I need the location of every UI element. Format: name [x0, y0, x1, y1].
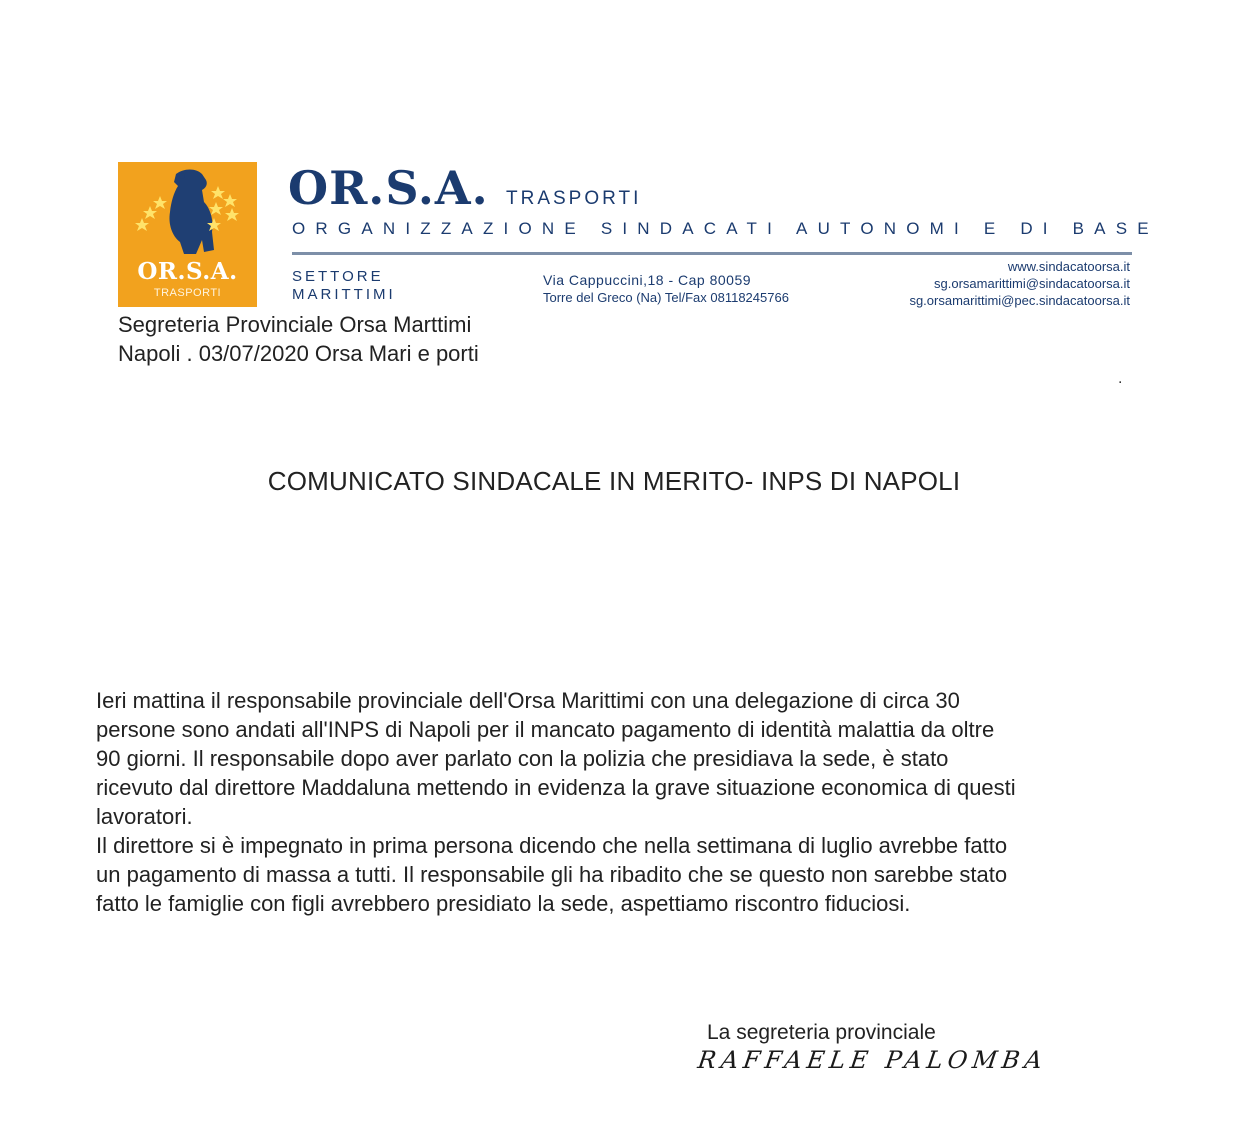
body-line: lavoratori.	[96, 804, 193, 829]
sector-line-2: MARITTIMI	[292, 286, 396, 303]
email-link[interactable]: sg.orsamarittimi@sindacatoorsa.it	[934, 276, 1130, 291]
logo-subtitle: TRASPORTI	[153, 287, 222, 299]
sender-line-2: Napoli . 03/07/2020 Orsa Mari e porti	[118, 341, 479, 366]
sender-line-1: Segreteria Provinciale Orsa Marttimi	[118, 312, 472, 337]
logo-name: OR.S.A.	[137, 258, 238, 285]
body-line: persone sono andati all'INPS di Napoli per il mancato pagamento di identità malattia da oltre	[96, 717, 995, 742]
address-block	[543, 271, 789, 307]
orsa-logo	[118, 162, 257, 307]
document-title: COMUNICATO SINDACALE IN MERITO- INPS DI NAPOLI	[267, 466, 961, 496]
body-line: 90 giorni. Il responsabile dopo aver parlato con la polizia che presidiava la sede, è stato	[96, 746, 949, 771]
bear-icon	[118, 162, 257, 307]
contacts-block	[909, 258, 1130, 309]
sender-block	[118, 310, 479, 368]
brand-name: OR.S.A.	[288, 161, 489, 215]
body-paragraph	[96, 686, 1156, 918]
pec-link[interactable]: sg.orsamarittimi@pec.sindacatoorsa.it	[909, 293, 1130, 308]
stray-mark: .	[1118, 370, 1123, 387]
website-link[interactable]: www.sindacatoorsa.it	[1007, 259, 1130, 274]
body-line: ricevuto dal direttore Maddaluna mettendo in evidenza la grave situazione economica di questi	[96, 775, 1016, 800]
address-line-2: Torre del Greco (Na) Tel/Fax 08118245766	[543, 290, 789, 305]
body-line: Il direttore si è impegnato in prima persona dicendo che nella settimana di luglio avrebbe fatto	[96, 833, 1008, 858]
brand-subtitle: TRASPORTI	[506, 188, 642, 209]
address-line-1: Via Cappuccini,18 - Cap 80059	[543, 272, 752, 288]
body-line: un pagamento di massa a tutti. Il responsabile gli ha ribadito che se questo non sarebbe stato	[96, 862, 1008, 887]
header-divider	[292, 252, 1132, 255]
organization-name: ORGANIZZAZIONE SINDACATI AUTONOMI E DI BASE	[292, 219, 1159, 238]
body-line: fatto le famiglie con figli avrebbero presidiato la sede, aspettiamo riscontro fiduciosi.	[96, 891, 911, 916]
sector-line-1: SETTORE	[292, 268, 384, 285]
signature-name: RAFFAELE PALOMBA	[696, 1046, 1049, 1074]
sector-label	[292, 268, 396, 304]
body-line: Ieri mattina il responsabile provinciale dell'Orsa Marittimi con una delegazione di circa 30	[96, 688, 960, 713]
signature-label: La segreteria provinciale	[707, 1021, 936, 1044]
